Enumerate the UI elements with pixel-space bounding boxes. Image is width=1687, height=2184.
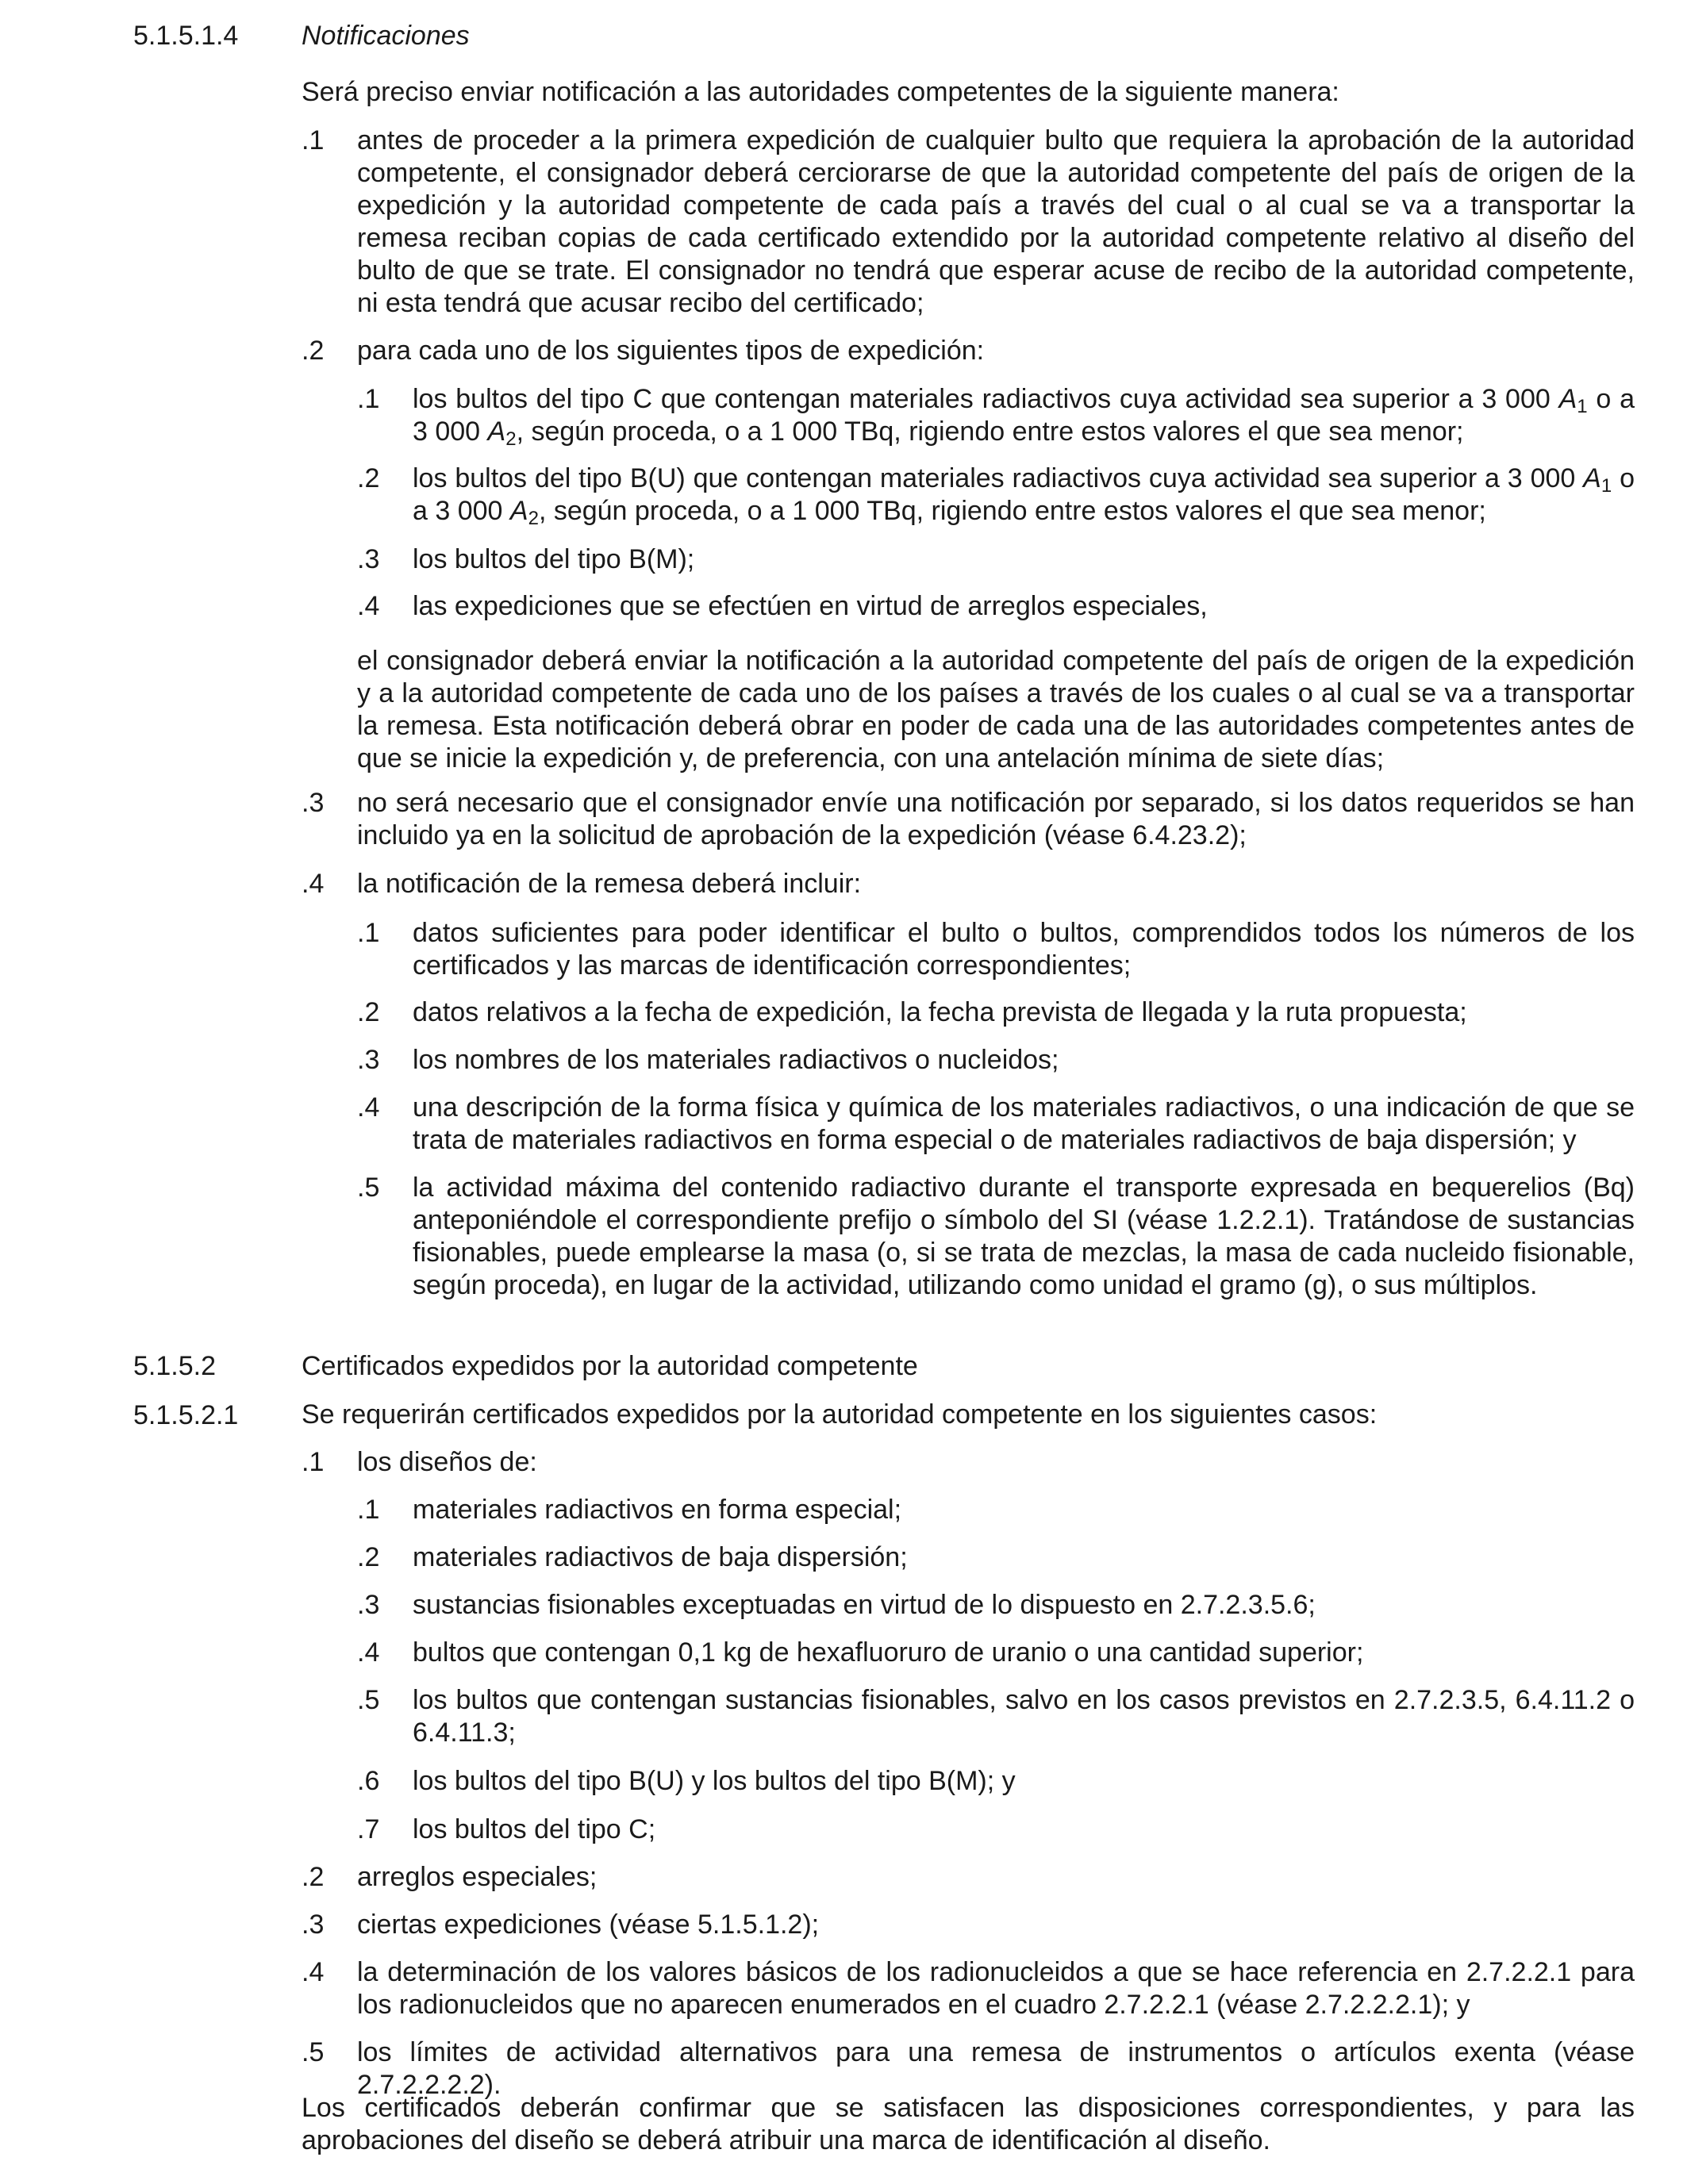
subitem-marker: .4 — [357, 591, 380, 621]
sub-list-item: materiales radiactivos de baja dispersión; — [413, 1542, 908, 1572]
subitem-marker: .5 — [357, 1685, 380, 1715]
subitem-marker: .6 — [357, 1766, 380, 1796]
subitem-marker: .2 — [357, 463, 380, 493]
closing-paragraph: Los certificados deberán confirmar que se satisfacen las disposiciones correspondientes, y para las aprobaciones del diseño se deberá atribuir una marca de identificación al diseño. — [302, 2093, 1635, 2155]
subitem-marker: .4 — [357, 1637, 380, 1668]
sub-list-item: sustancias fisionables exceptuadas en virtud de lo dispuesto en 2.7.2.3.5.6; — [413, 1590, 1316, 1620]
item-marker: .1 — [302, 1447, 325, 1477]
section-number: 5.1.5.2 — [133, 1351, 216, 1381]
section-intro: Se requerirán certificados expedidos por la autoridad competente en los siguientes casos: — [302, 1399, 1378, 1430]
section-title: Certificados expedidos por la autoridad competente — [302, 1351, 918, 1381]
item-marker: .4 — [302, 869, 325, 899]
sub-list-item: materiales radiactivos en forma especial; — [413, 1495, 902, 1525]
sub-list-item: los bultos del tipo B(U) y los bultos del tipo B(M); y — [413, 1766, 1016, 1796]
sub-list-item: los bultos del tipo B(M); — [413, 544, 695, 574]
subitem-marker: .2 — [357, 1542, 380, 1572]
list-item: arreglos especiales; — [357, 1862, 598, 1892]
list-item: la notificación de la remesa deberá incluir: — [357, 869, 862, 899]
subitem-marker: .1 — [357, 1495, 380, 1525]
sub-list-item: las expediciones que se efectúen en virtud de arreglos especiales, — [413, 591, 1208, 621]
section-number: 5.1.5.2.1 — [133, 1400, 239, 1430]
item-marker: .2 — [302, 336, 325, 366]
sub-list-item: los bultos del tipo C; — [413, 1814, 656, 1844]
subitem-marker: .4 — [357, 1092, 380, 1123]
sub-list-item: bultos que contengan 0,1 kg de hexafluoruro de uranio o una cantidad superior; — [413, 1637, 1364, 1668]
item-marker: .3 — [302, 1910, 325, 1940]
item-marker: .5 — [302, 2037, 325, 2067]
section-intro: Será preciso enviar notificación a las autoridades competentes de la siguiente manera: — [302, 77, 1339, 107]
subitem-marker: .5 — [357, 1173, 380, 1203]
subitem-marker: .3 — [357, 1590, 380, 1620]
sub-list-item: los bultos del tipo C que contengan materiales radiactivos cuya actividad sea superior a 3 000 $A_1$ o a 3 000 $A_2$, según proceda, o a 1 000 TBq, rigiendo entre estos valores el que sea menor; — [413, 384, 1635, 450]
sub-list-item: una descripción de la forma física y química de los materiales radiactivos, o una indicación de que se trata de materiales radiactivos en forma especial o de materiales radiactivos de baja dispersión; y — [413, 1092, 1635, 1155]
sub-list-item: la actividad máxima del contenido radiactivo durante el transporte expresada en bequerelios (Bq) anteponiéndole el correspondiente prefijo o símbolo del SI (véase 1.2.2.1). Tratándose de sustancias fisionables, puede emplearse la masa (o, si se trata de mezclas, la masa de cada nucleido fisionable, según proceda), en lugar de la actividad, utilizando como unidad el gramo (g), o sus múltiplos. — [413, 1173, 1635, 1300]
section-number: 5.1.5.1.4 — [133, 21, 239, 51]
item-marker: .4 — [302, 1957, 325, 1987]
item-marker: .2 — [302, 1862, 325, 1892]
sub-list-item: datos suficientes para poder identificar el bulto o bultos, comprendidos todos los números de los certificados y las marcas de identificación correspondientes; — [413, 918, 1635, 981]
list-item: la determinación de los valores básicos de los radionucleidos a que se hace referencia en 2.7.2.2.1 para los radionucleidos que no aparecen enumerados en el cuadro 2.7.2.2.1 (véase 2.7.2.2.2.1); y — [357, 1957, 1635, 2020]
list-item: para cada uno de los siguientes tipos de expedición: — [357, 336, 985, 366]
list-item: los límites de actividad alternativos para una remesa de instrumentos o artículos exenta (véase 2.7.2.2.2.2). — [357, 2037, 1635, 2100]
sub-list-item: los bultos que contengan sustancias fisionables, salvo en los casos previstos en 2.7.2.3.5, 6.4.11.2 o 6.4.11.3; — [413, 1685, 1635, 1748]
list-item: ciertas expediciones (véase 5.1.5.1.2); — [357, 1910, 820, 1940]
subitem-marker: .3 — [357, 1045, 380, 1075]
list-item: los diseños de: — [357, 1447, 537, 1477]
sub-list-item: los bultos del tipo B(U) que contengan materiales radiactivos cuya actividad sea superior a 3 000 $A_1$ o a 3 000 $A_2$, según proceda, o a 1 000 TBq, rigiendo entre estos valores el que sea menor; — [413, 463, 1635, 529]
list-item: antes de proceder a la primera expedición de cualquier bulto que requiera la aprobación de la autoridad competente, el consignador deberá cerciorarse de que la autoridad competente del país de origen de la expedición y la autoridad competente de cada país a través del cual o al cual se va a transportar la remesa reciban copias de cada certificado extendido por la autoridad competente relativo al diseño del bulto de que se trate. El consignador no tendrá que esperar acuse de recibo de la autoridad competente, ni esta tendrá que acusar recibo del certificado; — [357, 125, 1635, 318]
subitem-marker: .1 — [357, 918, 380, 948]
sub-list-item: los nombres de los materiales radiactivos o nucleidos; — [413, 1045, 1059, 1075]
item-marker: .1 — [302, 125, 325, 155]
subitem-marker: .1 — [357, 384, 380, 414]
item-continuation: el consignador deberá enviar la notificación a la autoridad competente del país de origen de la expedición y a la autoridad competente de cada uno de los países a través de los cuales o al cual se va a transportar la remesa. Esta notificación deberá obrar en poder de cada una de las autoridades competentes antes de que se inicie la expedición y, de preferencia, con una antelación mínima de siete días; — [357, 646, 1635, 773]
section-title: Notificaciones — [302, 21, 470, 51]
list-item: no será necesario que el consignador envíe una notificación por separado, si los datos requeridos se han incluido ya en la solicitud de aprobación de la expedición (véase 6.4.23.2); — [357, 788, 1635, 850]
sub-list-item: datos relativos a la fecha de expedición, la fecha prevista de llegada y la ruta propuesta; — [413, 997, 1467, 1027]
subitem-marker: .2 — [357, 997, 380, 1027]
item-marker: .3 — [302, 788, 325, 818]
subitem-marker: .3 — [357, 544, 380, 574]
subitem-marker: .7 — [357, 1814, 380, 1844]
